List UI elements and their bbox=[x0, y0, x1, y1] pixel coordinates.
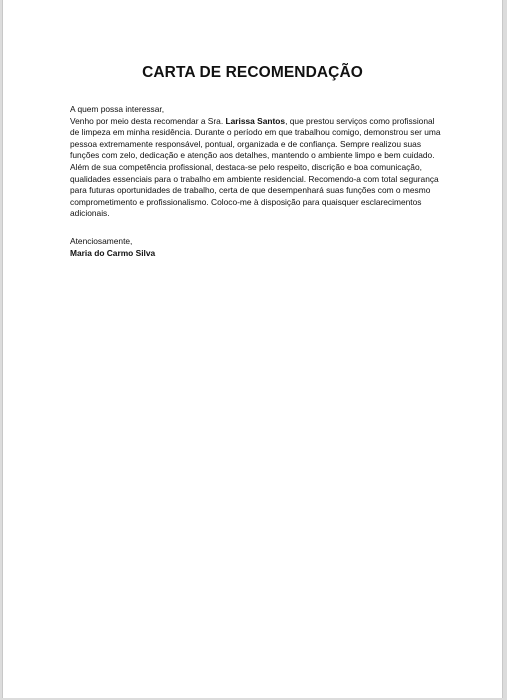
signature-name: Maria do Carmo Silva bbox=[70, 247, 156, 258]
letter-body bbox=[70, 104, 442, 220]
closing-phrase: Atenciosamente, bbox=[70, 236, 133, 246]
body-intro: Venho por meio desta recomendar a Sra. bbox=[70, 115, 226, 126]
letter-closing bbox=[70, 236, 155, 259]
body-paragraph bbox=[70, 116, 442, 220]
letter-title: CARTA DE RECOMENDAÇÃO bbox=[142, 64, 363, 81]
body-rest: , que prestou serviços como profissional de limpeza em minha residência. Durante o período em que trabalhou comigo, demonstrou ser uma pessoa extremamente responsável, pontual, organizada e de confiança. Sempre realizou suas funções com zelo, dedicação e atenção aos detalhes, mantendo o ambiente limpo e bem cuidado. Além de sua competência profissional, destaca-se pelo respeito, discrição e boa comunicação, qualidades essenciais para o trabalho em ambiente residencial. Recomendo-a com total segurança para futuras oportunidades de trabalho, certa de que desempenhará suas funções com o mesmo comprometimento e profissionalismo. Coloco-me à disposição para quaisquer esclarecimentos adicionais. bbox=[70, 115, 441, 219]
document-page bbox=[2, 0, 503, 698]
salutation: A quem possa interessar, bbox=[70, 104, 165, 114]
candidate-name: Larissa Santos bbox=[225, 115, 286, 126]
